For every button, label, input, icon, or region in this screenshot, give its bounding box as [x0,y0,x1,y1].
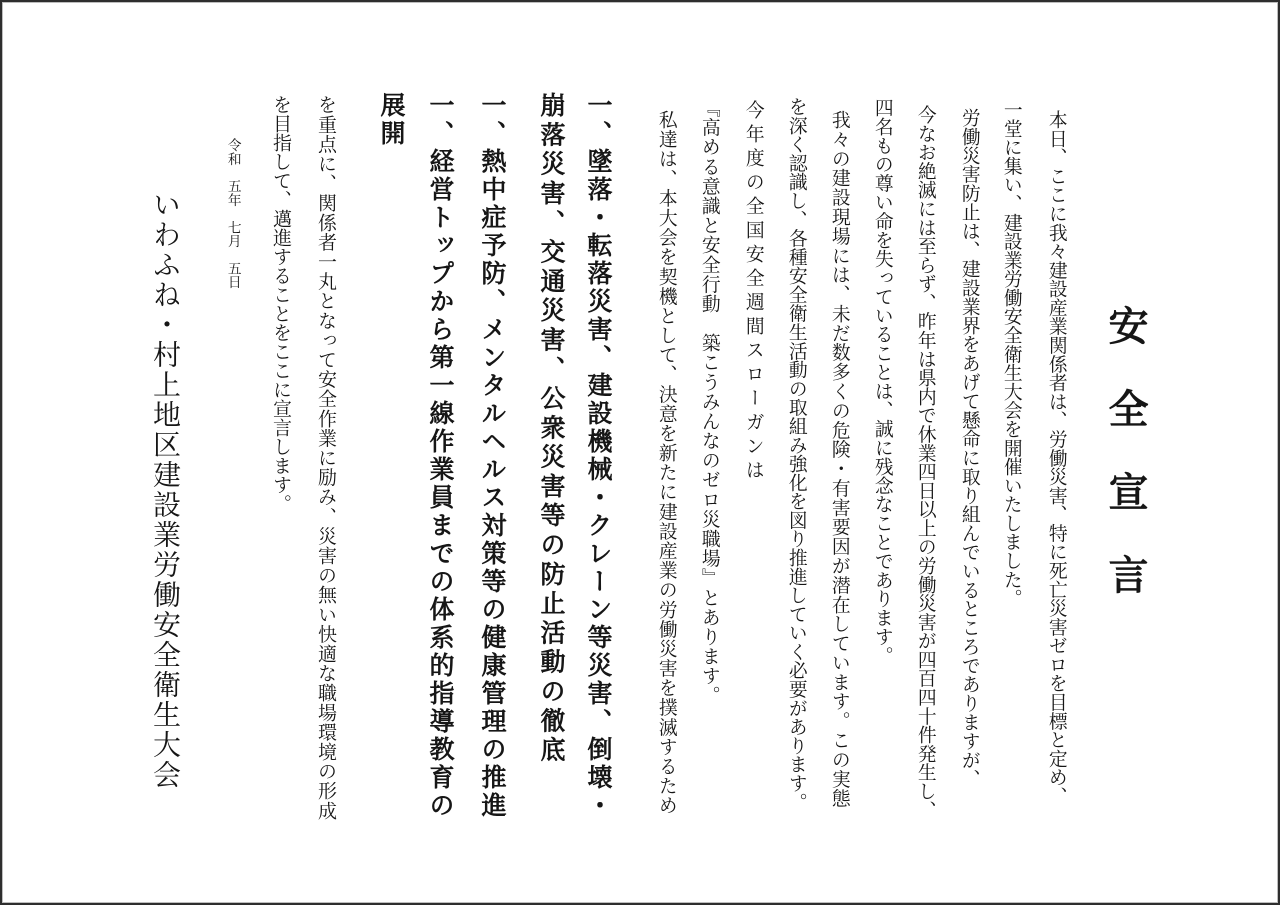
declaration-line: 本日、ここに我々建設産業関係者は、労働災害、特に死亡災害ゼロを目標と定め、 [1045,110,1067,806]
declaration-line: 私達は、本大会を契機として、決意を新たに建設産業の労働災害を撲滅するため [655,110,677,816]
declaration-date: 令和 五年 七月 五日 [224,138,241,289]
declaration-line: 一堂に集い、建設業労働安全衛生大会を開催いたしました。 [1000,100,1022,608]
priority-item-continued: 展開 [377,92,406,148]
organizer-name: いわふね・村上地区建設業労働安全衛生大会 [149,190,182,790]
declaration-line: 四名もの尊い命を失っていることは、誠に残念なことであります。 [871,98,893,665]
declaration-line: 我々の建設現場には、未だ数多くの危険・有害要因が潜在しています。この実態 [828,110,850,809]
slogan-intro-line: 今年度の全国安全週間スローガンは [742,100,764,484]
declaration-line: を深く認識し、各種安全衛生活動の取組み強化を図り推進していく必要があります。 [785,97,807,812]
closing-line: を重点に、関係者一丸となって安全作業に励み、災害の無い快適な職場環境の形成 [315,95,337,821]
declaration-line: 今なお絶滅には至らず、昨年は県内で休業四日以上の労働災害が四百四十件発生し、 [914,105,936,820]
priority-item: 一、熱中症予防、メンタルヘルス対策等の健康管理の推進 [478,92,507,820]
priority-item: 一、墜落・転落災害、建設機械・クレーン等災害、倒壊・ [584,92,613,820]
declaration-line: 労働災害防止は、建設業界をあげて懸命に取り組んでいるところでありますが、 [958,108,980,789]
slogan-line: 『高める意識と安全行動 築こうみんなのゼロ災職場』とあります。 [698,98,720,706]
page-title: 安全宣言 [1102,305,1149,637]
closing-line: を目指して、邁進することをここに宣言します。 [270,95,292,513]
priority-item-continued: 崩落災害、交通災害、公衆災害等の防止活動の徹底 [537,92,566,766]
priority-item: 一、経営トップから第一線作業員までの体系的指導教育の [426,92,455,820]
